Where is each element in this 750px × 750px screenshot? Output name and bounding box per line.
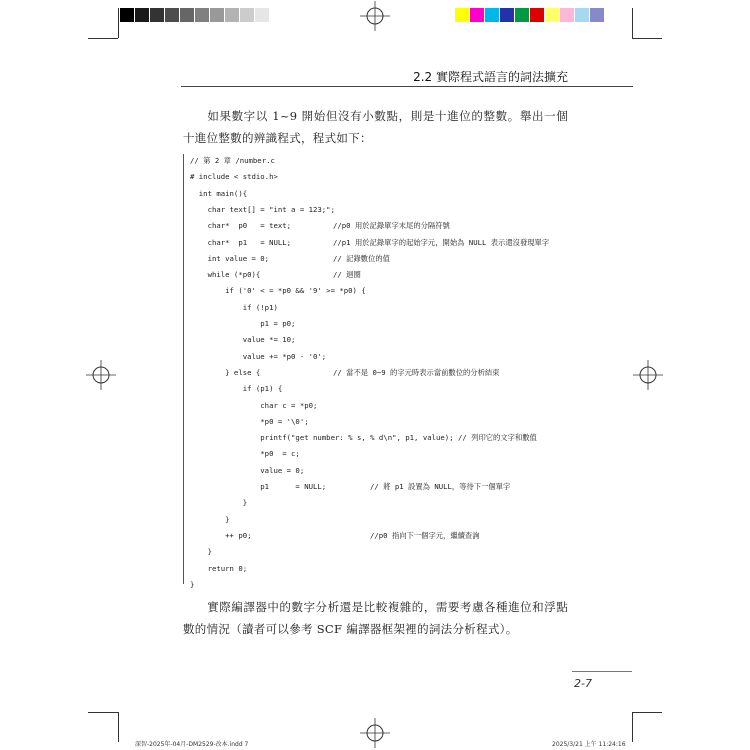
- code-comment: // 當不是 0~9 的字元時表示當前數位的分析結束: [333, 367, 500, 377]
- color-swatch: [500, 8, 515, 22]
- code-line: if ('0' < = *p0 && '9' >= *p0) {: [190, 286, 366, 296]
- gray-swatch: [210, 8, 225, 22]
- gray-swatch: [120, 8, 135, 22]
- registration-mark-top-icon: [360, 1, 390, 31]
- color-swatch: [560, 8, 575, 22]
- code-line: printf("get number: % s, % d\n", p1, value); // 列印它的文字和數值: [190, 433, 537, 443]
- gray-swatch: [225, 8, 240, 22]
- code-line: int main(){: [190, 188, 248, 198]
- crop-mark: [632, 712, 662, 713]
- code-line: }: [190, 498, 248, 508]
- crop-mark: [632, 8, 633, 38]
- code-line: }: [190, 547, 212, 557]
- color-swatch: [455, 8, 470, 22]
- color-swatch: [575, 8, 590, 22]
- print-slug-file: 深智-2025年-04月-DM2529-改本.indd 7: [135, 741, 249, 748]
- gray-swatch: [240, 8, 255, 22]
- crop-mark: [118, 712, 119, 742]
- header-rule: [181, 86, 633, 87]
- color-swatch: [530, 8, 545, 22]
- grayscale-color-bar: [120, 8, 285, 22]
- code-line: }: [190, 579, 195, 589]
- closing-paragraph: [183, 596, 568, 640]
- code-line: int value = 0;: [190, 253, 270, 263]
- code-line: value *= 10;: [190, 335, 296, 345]
- page-number: 2-7: [574, 677, 592, 690]
- code-line: ++ p0;: [190, 530, 252, 540]
- intro-paragraph: [183, 105, 568, 149]
- color-swatch: [470, 8, 485, 22]
- running-head: 2.2 實際程式語言的詞法擴充: [413, 70, 568, 84]
- registration-mark-left-icon: [86, 360, 116, 390]
- code-line: char* p0 = text;: [190, 221, 292, 231]
- code-line: p1 = NULL;: [190, 482, 327, 491]
- gray-swatch: [150, 8, 165, 22]
- color-swatch: [485, 8, 500, 22]
- footer-rule: [572, 671, 632, 672]
- registration-mark-bottom-icon: [360, 718, 390, 748]
- crop-mark: [632, 712, 633, 742]
- gray-swatch: [165, 8, 180, 22]
- code-line: value += *p0 - '0';: [190, 351, 327, 361]
- crop-mark: [88, 712, 118, 713]
- gray-swatch: [180, 8, 195, 22]
- code-line: char c = *p0;: [190, 400, 318, 410]
- process-color-bar: [455, 8, 605, 22]
- code-comment: //p0 用於記錄單字末尾的分隔符號: [333, 221, 450, 231]
- closing-paragraph-text: 實際編譯器中的數字分析還是比較複雜的，需要考慮各種進位和浮點數的情況（讀者可以參考 SCF 編譯器框架裡的詞法分析程式）。: [183, 600, 568, 636]
- crop-mark: [632, 38, 662, 39]
- code-line: p1 = p0;: [190, 319, 296, 328]
- code-line: } else {: [190, 367, 261, 377]
- code-comment: // 將 p1 設置為 NULL，等待下一個單字: [370, 482, 511, 491]
- code-line: char text[] = "int a = 123;";: [190, 204, 335, 214]
- gray-swatch: [195, 8, 210, 22]
- code-line: value = 0;: [190, 465, 305, 475]
- code-line: while (*p0){: [190, 270, 261, 280]
- code-line: // 第 2 章 /number.c: [190, 156, 275, 165]
- registration-mark-right-icon: [633, 360, 663, 390]
- code-comment: // 迴圈: [333, 270, 361, 280]
- code-line: char* p1 = NULL;: [190, 237, 292, 247]
- code-line: *p0 = c;: [190, 449, 300, 459]
- print-slug-timestamp: 2025/3/21 上午 11:24:16: [552, 741, 626, 748]
- color-swatch: [545, 8, 560, 22]
- code-comment: //p1 用於記錄單字的起始字元，開始為 NULL 表示還沒發現單字: [333, 237, 550, 247]
- code-comment: //p0 指向下一個字元，繼續查詢: [370, 530, 480, 540]
- code-comment: // 記錄數位的值: [333, 253, 390, 263]
- gray-swatch: [255, 8, 270, 22]
- crop-mark: [118, 8, 119, 38]
- code-line: # include < stdio.h>: [190, 172, 278, 182]
- color-swatch: [515, 8, 530, 22]
- color-swatch: [590, 8, 605, 22]
- code-line: *p0 = '\0';: [190, 416, 309, 426]
- intro-paragraph-text: 如果數字以 1~9 開始但沒有小數點，則是十進位的整數。舉出一個十進位整數的辨識程式，程式如下：: [183, 109, 568, 145]
- code-line: if (p1) {: [190, 384, 283, 394]
- code-block-rule: [183, 154, 184, 584]
- crop-mark: [88, 38, 118, 39]
- gray-swatch: [270, 8, 285, 22]
- code-line: }: [190, 514, 230, 524]
- code-line: if (!p1): [190, 302, 278, 312]
- code-line: return 0;: [190, 563, 248, 573]
- gray-swatch: [135, 8, 150, 22]
